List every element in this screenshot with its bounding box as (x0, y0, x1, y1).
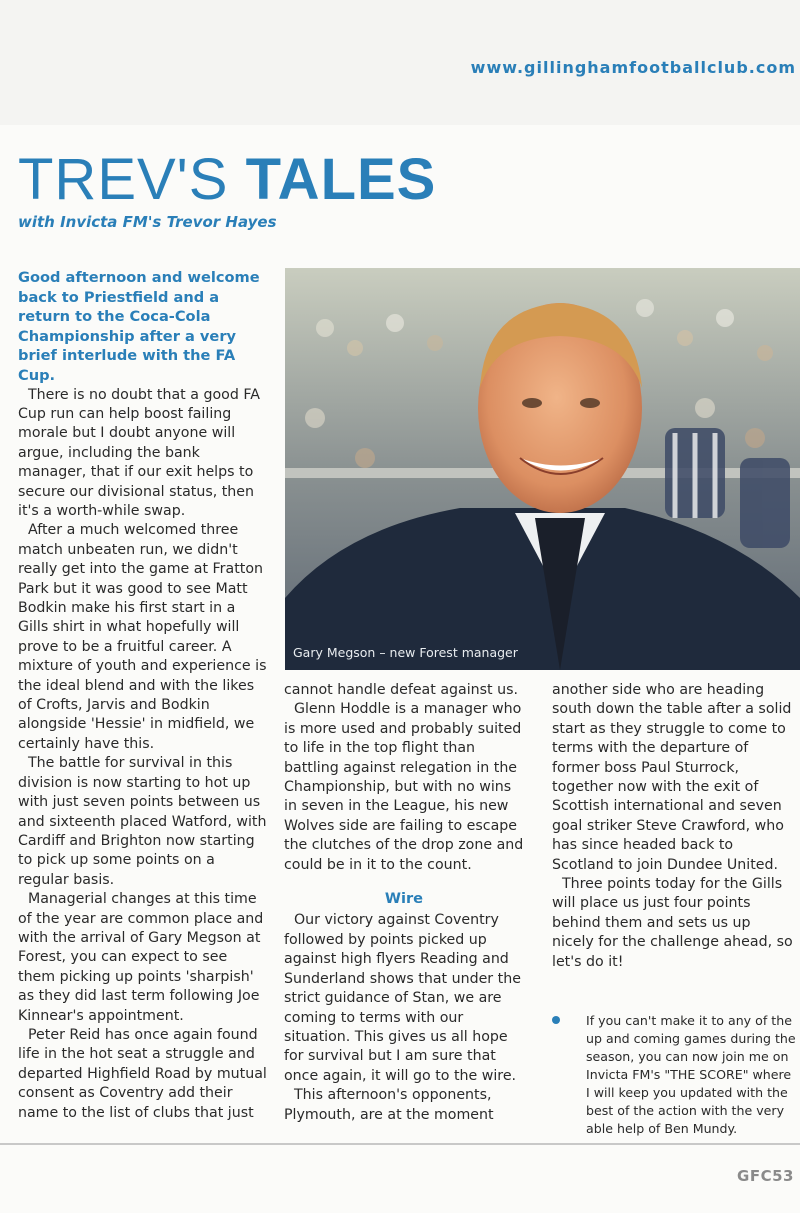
body-paragraph: Managerial changes at this time of the year are common place and with the arrival of Gary Megson at Forest, you can expect to see them picking up points 'sharpish' as they did last term following Joe Kinnear's appointment. (18, 891, 264, 1024)
column-2 (284, 681, 524, 1125)
byline: with Invicta FM's Trevor Hayes (18, 213, 277, 231)
website-url[interactable]: www.gillinghamfootballclub.com (470, 58, 796, 77)
subheading: Wire (384, 890, 424, 908)
page-title (18, 148, 436, 212)
page-number: GFC53 (737, 1167, 794, 1185)
intro-paragraph: Good afternoon and welcome back to Priestfield and a return to the Coca-Cola Championship after a very brief interlude with the FA Cup. (18, 269, 260, 384)
note-text: If you can't make it to any of the up and coming games during the season, you can now join me on Invicta FM's "THE SCORE" where I will keep you updated with the best of the action with the very able help of Ben Mundy. (586, 1013, 796, 1136)
body-paragraph: There is no doubt that a good FA Cup run can help boost failing morale but I doubt anyone will argue, including the bank manager, that if our exit helps to secure our divisional status, then it's a worth-while swap. (18, 386, 260, 519)
title-light: TREV'S (18, 147, 246, 212)
body-paragraph: another side who are heading south down the table after a solid start as they struggle to come to terms with the departure of former boss Paul Sturrock, together now with the exit of Scottish international and seven goal striker Steve Crawford, who has since headed back to Scotland to join Dundee United. (552, 682, 792, 873)
body-paragraph: The battle for survival in this division is now starting to hot up with just seven points between us and sixteenth placed Watford, with Cardiff and Brighton now starting to pick up some points on a regular basis. (18, 755, 267, 888)
column-1 (18, 268, 268, 1123)
body-paragraph: Three points today for the Gills will place us just four points behind them and sets us up nicely for the challenge ahead, so let's do it! (552, 876, 793, 970)
footer-divider (0, 1143, 800, 1145)
photo-illustration (285, 268, 800, 670)
title-bold: TALES (245, 147, 437, 212)
manager-photo (285, 268, 800, 670)
column-3 (552, 681, 794, 972)
body-paragraph: This afternoon's opponents, Plymouth, are at the moment (284, 1087, 494, 1123)
body-paragraph: Peter Reid has once again found life in the hot seat a struggle and departed Highfield Road by mutual consent as Coventry add their name to the list of clubs that just (18, 1026, 267, 1121)
photo-caption: Gary Megson – new Forest manager (293, 645, 518, 660)
body-paragraph: Glenn Hoddle is a manager who is more used and probably suited to life in the top flight than battling against relegation in the Championship, but with no wins in seven in the League, his new Wolves side are failing to escape the clutches of the drop zone and could be in it to the count. (284, 701, 524, 873)
bullet-icon (552, 1016, 560, 1024)
body-paragraph: Our victory against Coventry followed by points picked up against high flyers Reading and Sunderland shows that under the strict guidance of Stan, we are coming to terms with our situation. This gives us all hope for survival but I am sure that once again, it will go to the wire. (284, 912, 521, 1084)
body-paragraph: After a much welcomed three match unbeaten run, we didn't really get into the game at Fratton Park but it was good to see Matt Bodkin make his first start in a Gills shirt in what hopefully will prove to be a fruitful career. A mixture of youth and experience is the ideal blend and with the likes of Crofts, Jarvis and Bodkin alongside 'Hessie' in midfield, we certainly have this. (18, 522, 267, 752)
body-paragraph: cannot handle defeat against us. (284, 682, 519, 698)
